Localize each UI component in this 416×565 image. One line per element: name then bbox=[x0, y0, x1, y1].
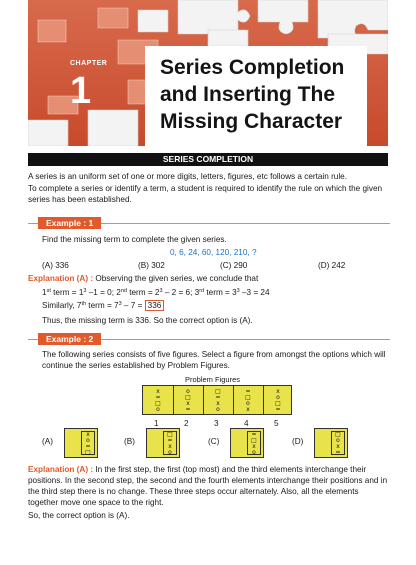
figure-symbol: o bbox=[86, 437, 90, 444]
intro-paragraph: To complete a series or identify a term, a student is required to identify the rule on which the given series has been established. bbox=[28, 184, 383, 204]
figure-symbol: □ bbox=[85, 449, 91, 456]
explanation-2 bbox=[28, 464, 390, 508]
figure-symbol: = bbox=[215, 394, 221, 401]
similarly-line: Similarly, 7th term = $7^3 - 7 = 336$ bbox=[42, 299, 164, 311]
figure-symbol: □ bbox=[335, 431, 341, 438]
figure-symbol: o bbox=[168, 449, 172, 456]
chapter-number: 1 bbox=[70, 70, 92, 112]
figure-number: 4 bbox=[244, 419, 249, 428]
figure-symbol: x bbox=[276, 388, 280, 395]
explanation-1 bbox=[28, 273, 258, 284]
problem-figures bbox=[142, 385, 292, 415]
option-c: (C) 290 bbox=[220, 261, 248, 270]
answer-box: 336 bbox=[145, 300, 165, 311]
figure-number: 2 bbox=[184, 419, 189, 428]
cell-divider bbox=[263, 386, 264, 414]
cell-divider bbox=[203, 386, 204, 414]
figure-symbol: o bbox=[186, 388, 190, 395]
option-b: (B) 302 bbox=[138, 261, 165, 270]
figure-number: 5 bbox=[274, 419, 279, 428]
answer-option-label[interactable]: (D) bbox=[292, 437, 304, 446]
example-1-conclusion: Thus, the missing term is 336. So the correct option is (A). bbox=[42, 316, 253, 325]
figure-symbol: o bbox=[216, 406, 220, 413]
figure-symbol: = bbox=[335, 449, 341, 456]
cell-divider bbox=[233, 386, 234, 414]
figure-symbol: x bbox=[186, 400, 190, 407]
example-1-heading bbox=[28, 217, 390, 229]
explanation-label: Explanation (A) : bbox=[28, 274, 94, 283]
figure-symbol: x bbox=[246, 406, 250, 413]
figure-symbol: x bbox=[216, 400, 220, 407]
figure-symbol: o bbox=[336, 437, 340, 444]
figure-symbol: = bbox=[167, 437, 173, 444]
figure-symbol: □ bbox=[185, 394, 191, 401]
figure-symbol: o bbox=[252, 449, 256, 456]
figure-symbol: = bbox=[85, 443, 91, 450]
explanation-text: Observing the given series, we conclude that bbox=[93, 274, 259, 283]
problem-figures-label: Problem Figures bbox=[185, 375, 241, 384]
answer-option-figure[interactable] bbox=[146, 428, 180, 458]
figure-symbol: = bbox=[275, 406, 281, 413]
answer-option-label[interactable]: (C) bbox=[208, 437, 220, 446]
chapter-title bbox=[160, 54, 370, 135]
explanation-label: Explanation (A) : bbox=[28, 465, 94, 474]
answer-option-figure[interactable] bbox=[64, 428, 98, 458]
option-d: (D) 242 bbox=[318, 261, 346, 270]
title-line: Missing Character bbox=[160, 110, 343, 133]
title-line: and Inserting The bbox=[160, 83, 336, 106]
figure-symbol: = bbox=[251, 431, 257, 438]
answer-option-label[interactable]: (A) bbox=[42, 437, 53, 446]
figure-symbol: x bbox=[156, 388, 160, 395]
figure-symbol: □ bbox=[215, 388, 221, 395]
chapter-label: CHAPTER bbox=[70, 60, 108, 67]
title-line: Series Completion bbox=[160, 56, 345, 79]
figure-symbol: o bbox=[276, 394, 280, 401]
example-2-question: The following series consists of five figures. Select a figure from amongst the options which will continue the series established by Problem Figures. bbox=[42, 350, 386, 370]
intro-paragraph: A series is an uniform set of one or more digits, letters, figures, etc follows a certain rule. bbox=[28, 172, 347, 181]
figure-symbol: □ bbox=[155, 400, 161, 407]
figure-symbol: o bbox=[156, 406, 160, 413]
explanation-text: In the first step, the first (top most) and the third elements interchange their positions. In the second step, the second and the fourth elements interchange their positions and in the third step there is no change. These three steps occur alternately. Also, all the elements together move one space to the right. bbox=[28, 465, 388, 507]
example-tag: Example : 2 bbox=[38, 333, 101, 345]
example-tag: Example : 1 bbox=[38, 217, 101, 229]
figure-symbol: x bbox=[252, 443, 256, 450]
figure-symbol: x bbox=[86, 431, 90, 438]
figure-symbol: □ bbox=[167, 431, 173, 438]
figure-number: 3 bbox=[214, 419, 219, 428]
figure-number: 1 bbox=[154, 419, 159, 428]
figure-symbol: □ bbox=[275, 400, 281, 407]
cell-divider bbox=[173, 386, 174, 414]
figure-symbol: = bbox=[245, 388, 251, 395]
answer-option-label[interactable]: (B) bbox=[124, 437, 135, 446]
example-1-series: 0, 6, 24, 60, 120, 210, ? bbox=[170, 248, 257, 257]
figure-symbol: x bbox=[168, 443, 172, 450]
figure-symbol: □ bbox=[251, 437, 257, 444]
example-1-question: Find the missing term to complete the given series. bbox=[42, 235, 227, 244]
example-2-heading bbox=[28, 333, 390, 345]
figure-symbol: □ bbox=[245, 394, 251, 401]
answer-option-figure[interactable] bbox=[314, 428, 348, 458]
terms-line: 1st term = $1^3$ –1 = 0; 2nd term = $2^3 - 2 = 6$; 3rd term = $3^3$ –3 = 24 bbox=[42, 288, 270, 297]
option-a: (A) 336 bbox=[42, 261, 69, 270]
figure-symbol: o bbox=[246, 400, 250, 407]
figure-symbol: x bbox=[336, 443, 340, 450]
figure-symbol: = bbox=[185, 406, 191, 413]
example-2-conclusion: So, the correct option is (A). bbox=[28, 511, 130, 520]
answer-option-figure[interactable] bbox=[230, 428, 264, 458]
figure-symbol: = bbox=[155, 394, 161, 401]
section-heading: SERIES COMPLETION bbox=[28, 153, 388, 166]
